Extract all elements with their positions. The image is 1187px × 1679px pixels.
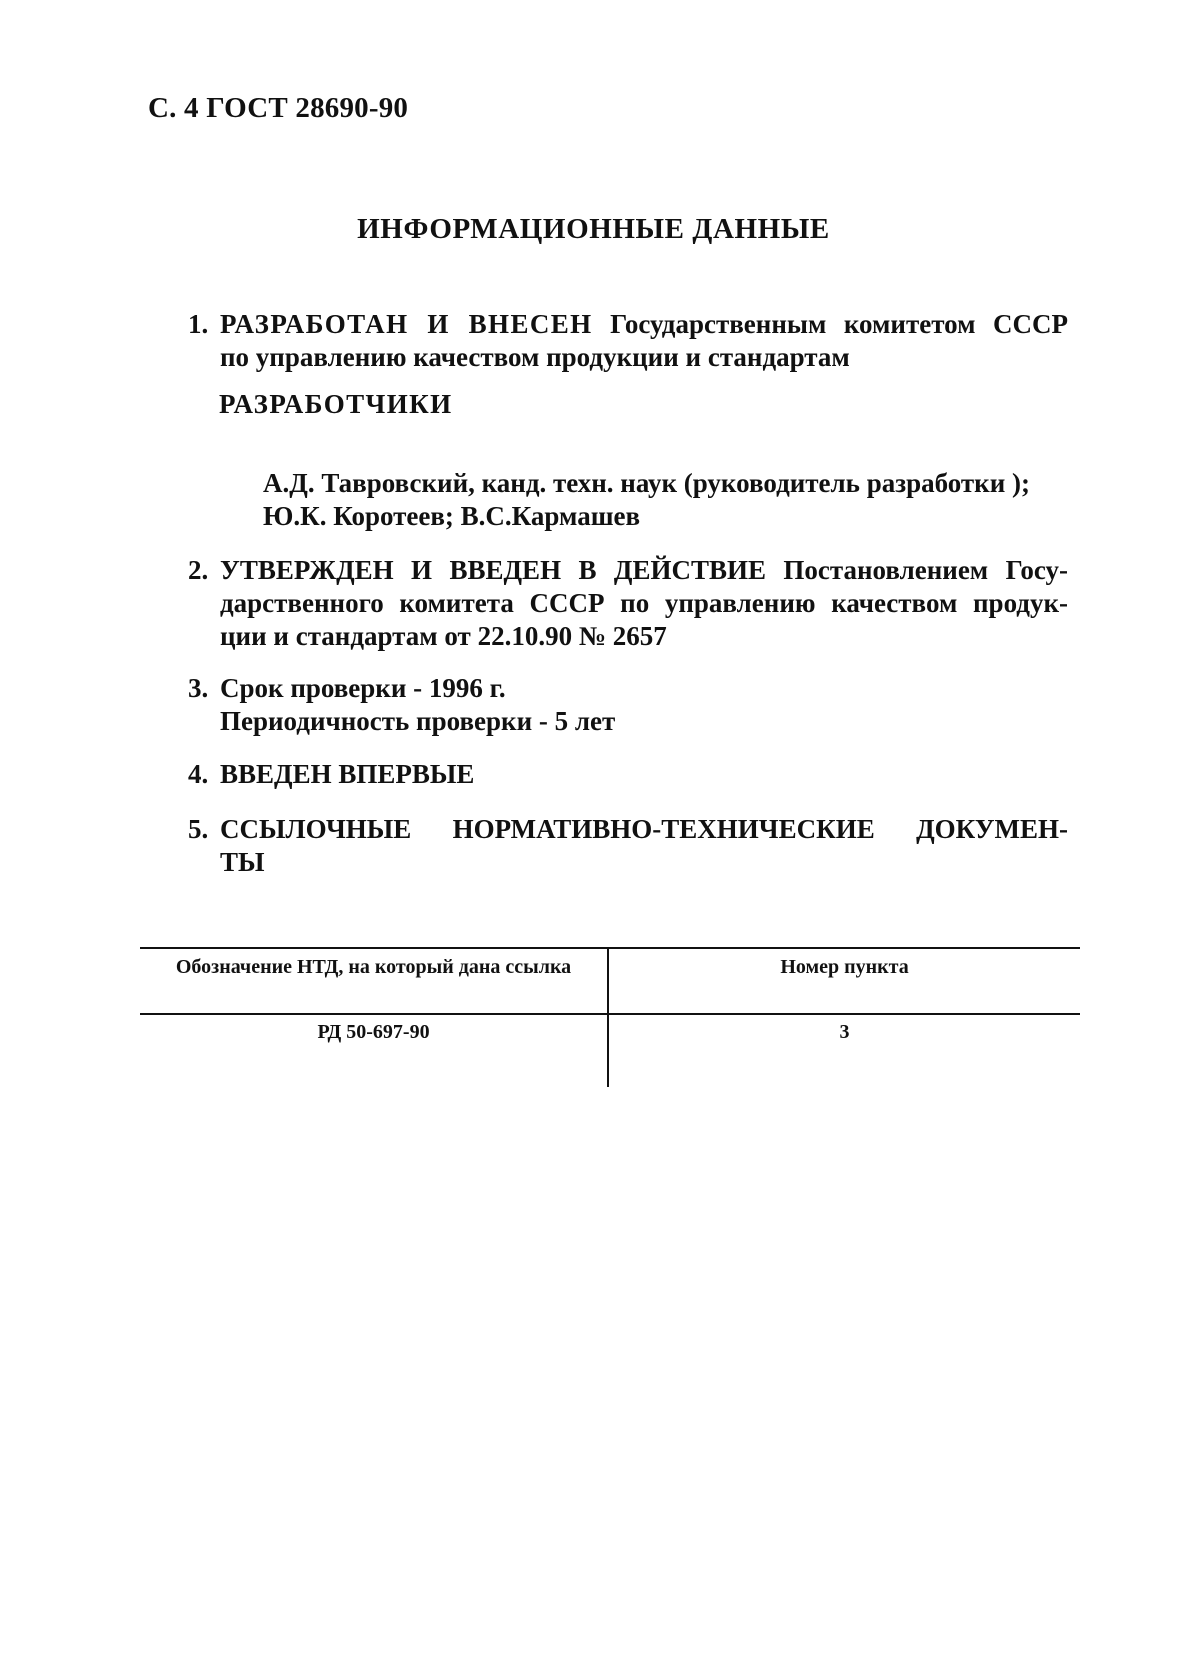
item-text: Постановлением Госу-	[783, 555, 1069, 585]
column-header-designation: Обозначение НТД, на который дана ссылка	[140, 948, 608, 1014]
item-lead: УТВЕРЖДЕН И ВВЕДЕН В ДЕЙСТВИЕ	[220, 555, 766, 585]
column-header-clause: Номер пункта	[780, 956, 909, 978]
item-number: 3.	[188, 673, 209, 703]
item-number: 5.	[188, 814, 209, 844]
cell-clause: 3	[839, 1021, 850, 1043]
developers-line: Ю.К. Коротеев; В.С.Кармашев	[263, 501, 641, 531]
item-number: 2.	[188, 555, 209, 585]
section-item-3	[188, 672, 1068, 738]
developers-line: А.Д. Тавровский, канд. техн. наук (руководитель разработки );	[263, 468, 1030, 498]
item-line: дарственного комитета СССР по управлению качеством продук-	[220, 588, 1068, 618]
table-row	[140, 1014, 1080, 1087]
item-line: Периодичность проверки - 5 лет	[220, 706, 616, 736]
item-line	[220, 308, 1068, 341]
section-item-5	[188, 813, 1068, 879]
cell-document: РД 50-697-90	[140, 1014, 608, 1087]
developers-list	[263, 467, 1030, 533]
item-line	[220, 554, 1068, 587]
page-header: С. 4 ГОСТ 28690-90	[148, 92, 409, 124]
item-text: Государственным комитетом СССР	[610, 309, 1068, 339]
item-line: ССЫЛОЧНЫЕ НОРМАТИВНО-ТЕХНИЧЕСКИЕ ДОКУМЕН-	[220, 814, 1068, 844]
section-item-4	[188, 758, 1068, 791]
item-line: Срок проверки - 1996 г.	[220, 673, 506, 703]
reference-documents-table	[140, 947, 1080, 1087]
item-number: 4.	[188, 759, 209, 789]
section-item-2	[188, 554, 1068, 653]
document-title: ИНФОРМАЦИОННЫЕ ДАННЫЕ	[357, 213, 830, 245]
item-number: 1.	[188, 309, 209, 339]
section-item-1	[188, 308, 1068, 374]
developers-heading: РАЗРАБОТЧИКИ	[219, 389, 453, 419]
item-line: ТЫ	[220, 847, 265, 877]
item-lead: РАЗРАБОТАН И ВНЕСЕН	[220, 309, 593, 339]
item-line: ВВЕДЕН ВПЕРВЫЕ	[220, 759, 475, 789]
table-header-row	[140, 948, 1080, 1014]
item-line: ции и стандартам от 22.10.90 № 2657	[220, 621, 667, 651]
item-line: по управлению качеством продукции и стандартам	[220, 342, 850, 372]
